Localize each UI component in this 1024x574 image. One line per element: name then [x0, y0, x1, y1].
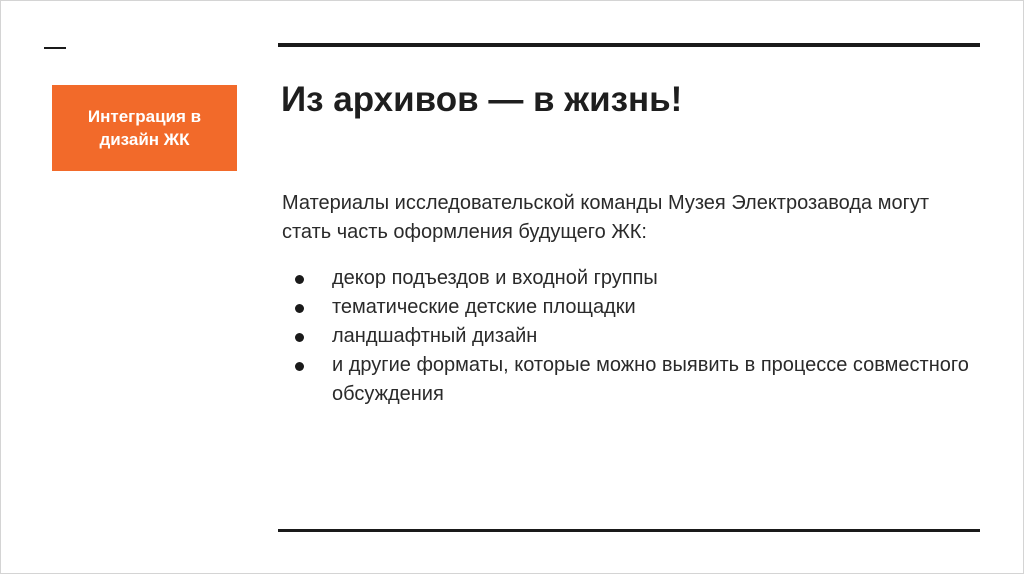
section-badge	[52, 85, 237, 171]
bottom-rule	[278, 529, 980, 532]
bullet-dot-icon	[295, 333, 304, 342]
intro-paragraph: Материалы исследовательской команды Музея Электрозавода могут стать часть оформления будущего ЖК:	[282, 192, 930, 243]
bullet-list	[282, 264, 982, 409]
bullet-item	[282, 293, 982, 322]
bullet-item	[282, 264, 982, 293]
slide-title: Из архивов — в жизнь!	[281, 80, 683, 119]
bullet-dot-icon	[295, 362, 304, 371]
bullet-dot-icon	[295, 304, 304, 313]
bullet-text: тематические детские площадки	[332, 296, 636, 318]
bullet-dot-icon	[295, 275, 304, 284]
bullet-text: ландшафтный дизайн	[332, 325, 538, 347]
corner-dash	[44, 47, 66, 49]
section-badge-label: Интеграция в дизайн ЖК	[87, 107, 202, 149]
bullet-item	[282, 322, 982, 351]
bullet-text: и другие форматы, которые можно выявить в процессе совместного обсуждения	[332, 354, 969, 405]
top-rule	[278, 43, 980, 47]
bullet-text: декор подъездов и входной группы	[332, 267, 658, 289]
bullet-item	[282, 351, 982, 409]
